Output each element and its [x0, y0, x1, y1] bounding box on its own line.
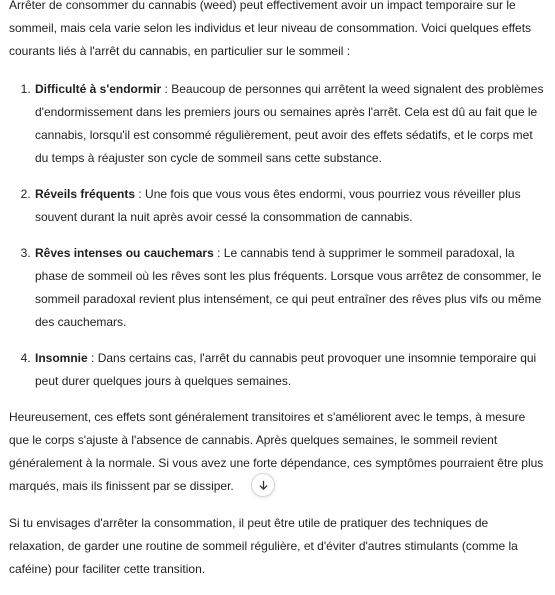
- item-text: : Beaucoup de personnes qui arrêtent la weed signalent des problèmes d'endormissement dans les premiers jours ou semaines après l'arrêt. Cela est dû au fait que le cannabis, lorsqu'il est consommé régulièrement, peut avoir des effets sédatifs, et le corps met du temps à réajuster son cycle de sommeil sans cette substance.: [35, 82, 544, 165]
- assistant-message: [9, 0, 546, 595]
- arrow-down-icon: [258, 480, 269, 491]
- item-title: Difficulté à s'endormir: [35, 82, 162, 96]
- scroll-to-bottom-button[interactable]: [251, 473, 275, 497]
- list-item: [34, 183, 546, 229]
- list-item: [34, 78, 546, 170]
- item-title: Rêves intenses ou cauchemars: [35, 246, 214, 260]
- effects-list: [9, 78, 546, 393]
- item-text: : Dans certains cas, l'arrêt du cannabis peut provoquer une insomnie temporaire qui peut durer quelques jours à quelques semaines.: [35, 351, 537, 388]
- item-title: Insomnie: [35, 351, 88, 365]
- summary-paragraph: Heureusement, ces effets sont généralement transitoires et s'améliorent avec le temps, à mesure que le corps s'ajuste à l'absence de cannabis. Après quelques semaines, le sommeil revient généralement à la normale. Si vous avez une forte dépendance, ces symptômes pourraient être plus marqués, mais ils finissent par se dissiper.: [9, 410, 544, 493]
- list-item: [34, 242, 546, 334]
- intro-paragraph: Arrêter de consommer du cannabis (weed) peut effectivement avoir un impact temporaire sur le sommeil, mais cela varie selon les individus et leur niveau de consommation. Voici quelques effets courants liés à l'arrêt du cannabis, en particulier sur le sommeil :: [9, 0, 532, 58]
- advice-paragraph: Si tu envisages d'arrêter la consommation, il peut être utile de pratiquer des techniques de relaxation, de garder une routine de sommeil régulière, et d'éviter d'autres stimulants (comme la caféine) pour faciliter cette transition.: [9, 516, 518, 576]
- item-text: : Une fois que vous vous êtes endormi, vous pourriez vous réveiller plus souvent durant la nuit après avoir cessé la consommation de cannabis.: [35, 187, 521, 224]
- list-item: [34, 347, 546, 393]
- item-title: Réveils fréquents: [35, 187, 136, 201]
- item-text: : Le cannabis tend à supprimer le sommeil paradoxal, la phase de sommeil où les rêves sont les plus fréquents. Lorsque vous arrêtez de consommer, le sommeil paradoxal revient plus intensément, ce qui peut entraîner des rêves plus vifs ou même des cauchemars.: [35, 246, 542, 329]
